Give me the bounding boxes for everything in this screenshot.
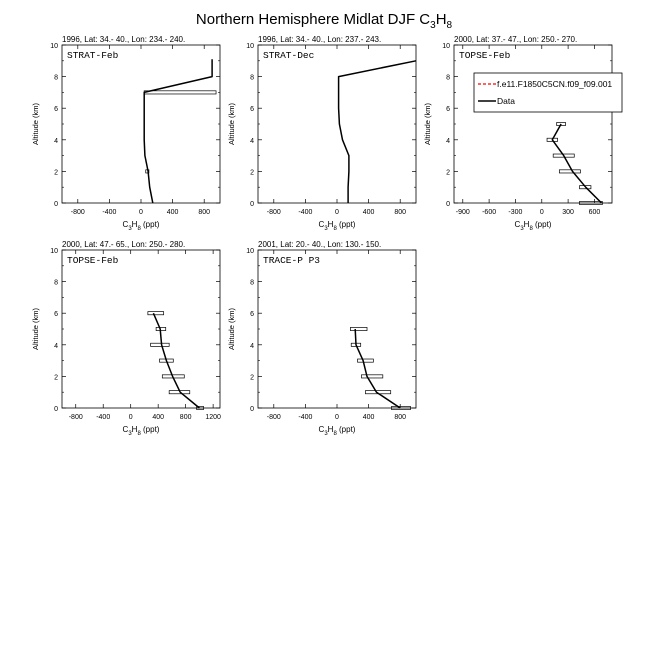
y-tick-label: 8 bbox=[250, 279, 254, 287]
x-axis-label: $C_3H_8$ (ppt) bbox=[318, 220, 356, 232]
panel-header: 2000, Lat: 37.- 47., Lon: 250.- 270. bbox=[454, 35, 578, 44]
x-axis-label: $C_3H_8$ (ppt) bbox=[122, 220, 160, 232]
y-tick-label: 10 bbox=[50, 43, 58, 50]
y-tick-label: 8 bbox=[54, 74, 58, 82]
campaign-label: STRAT-Feb bbox=[67, 50, 119, 61]
legend-model-label: f.e11.F1850C5CN.f09_f09.001 bbox=[497, 79, 613, 89]
y-tick-label: 4 bbox=[54, 137, 58, 145]
x-tick-label: -400 bbox=[96, 414, 111, 421]
y-tick-label: 4 bbox=[446, 137, 450, 145]
legend bbox=[474, 73, 622, 112]
x-tick-label: 800 bbox=[179, 414, 192, 421]
x-tick-label: 1200 bbox=[205, 414, 221, 421]
y-tick-label: 2 bbox=[54, 374, 58, 382]
panel-header: 2000, Lat: 47.- 65., Lon: 250.- 280. bbox=[62, 240, 186, 249]
x-tick-label: 0 bbox=[128, 414, 133, 421]
campaign-label: TRACE-P P3 bbox=[263, 255, 321, 266]
x-tick-label: 400 bbox=[166, 209, 179, 216]
y-tick-label: 0 bbox=[250, 201, 254, 208]
campaign-label: TOPSE-Feb bbox=[459, 50, 511, 61]
x-tick-label: 600 bbox=[588, 209, 601, 216]
x-tick-label: -400 bbox=[298, 209, 313, 216]
x-tick-label: -400 bbox=[298, 414, 313, 421]
x-axis-label: $C_3H_8$ (ppt) bbox=[122, 425, 160, 437]
x-tick-label: 400 bbox=[152, 414, 165, 421]
figure-title: Northern Hemisphere Midlat DJF $C_3H_8$ bbox=[195, 11, 453, 31]
y-tick-label: 0 bbox=[446, 201, 450, 208]
x-tick-label: -800 bbox=[266, 209, 281, 216]
x-tick-label: -800 bbox=[68, 414, 83, 421]
y-tick-label: 8 bbox=[446, 74, 450, 82]
y-axis-label: Altitude (km) bbox=[227, 307, 236, 351]
y-tick-label: 8 bbox=[54, 279, 58, 287]
y-axis-label: Altitude (km) bbox=[31, 307, 40, 351]
x-tick-label: -600 bbox=[482, 209, 497, 216]
y-tick-label: 10 bbox=[442, 43, 450, 50]
y-axis-label: Altitude (km) bbox=[423, 102, 432, 146]
y-tick-label: 6 bbox=[250, 311, 254, 319]
x-tick-label: -300 bbox=[508, 209, 523, 216]
y-tick-label: 6 bbox=[54, 106, 58, 114]
y-tick-label: 6 bbox=[446, 106, 450, 114]
panel-header: 1996, Lat: 34.- 40., Lon: 237.- 243. bbox=[258, 35, 382, 44]
y-tick-label: 4 bbox=[250, 342, 254, 350]
legend-data-label: Data bbox=[497, 96, 515, 106]
y-axis-label: Altitude (km) bbox=[31, 102, 40, 146]
x-tick-label: -400 bbox=[102, 209, 117, 216]
y-tick-label: 2 bbox=[446, 169, 450, 177]
x-tick-label: 400 bbox=[362, 209, 375, 216]
y-tick-label: 4 bbox=[54, 342, 58, 350]
x-tick-label: 800 bbox=[198, 209, 211, 216]
y-tick-label: 2 bbox=[250, 169, 254, 177]
x-tick-label: 0 bbox=[335, 209, 339, 216]
y-tick-label: 2 bbox=[250, 374, 254, 382]
panel-header: 1996, Lat: 34.- 40., Lon: 234.- 240. bbox=[62, 35, 186, 44]
campaign-label: STRAT-Dec bbox=[263, 50, 315, 61]
y-tick-label: 8 bbox=[250, 74, 254, 82]
x-tick-label: 300 bbox=[562, 209, 574, 216]
x-tick-label: -900 bbox=[455, 209, 470, 216]
y-tick-label: 6 bbox=[54, 311, 58, 319]
campaign-label: TOPSE-Feb bbox=[67, 255, 119, 266]
x-axis-label: $C_3H_8$ (ppt) bbox=[514, 220, 552, 232]
x-tick-label: -800 bbox=[266, 414, 281, 421]
y-tick-label: 10 bbox=[246, 248, 254, 255]
y-tick-label: 10 bbox=[50, 248, 58, 255]
y-axis-label: Altitude (km) bbox=[227, 102, 236, 146]
y-tick-label: 0 bbox=[54, 201, 58, 208]
panel-header: 2001, Lat: 20.- 40., Lon: 130.- 150. bbox=[258, 240, 382, 249]
y-tick-label: 4 bbox=[250, 137, 254, 145]
y-tick-label: 10 bbox=[246, 43, 254, 50]
x-tick-label: 0 bbox=[539, 209, 544, 216]
y-tick-label: 6 bbox=[250, 106, 254, 114]
x-tick-label: -800 bbox=[70, 209, 85, 216]
x-axis-label: $C_3H_8$ (ppt) bbox=[318, 425, 356, 437]
x-tick-label: 800 bbox=[394, 209, 407, 216]
x-tick-label: 0 bbox=[335, 414, 339, 421]
y-tick-label: 2 bbox=[54, 169, 58, 177]
y-tick-label: 0 bbox=[250, 406, 254, 413]
x-tick-label: 800 bbox=[394, 414, 407, 421]
x-tick-label: 400 bbox=[362, 414, 375, 421]
x-tick-label: 0 bbox=[139, 209, 143, 216]
y-tick-label: 0 bbox=[54, 406, 58, 413]
